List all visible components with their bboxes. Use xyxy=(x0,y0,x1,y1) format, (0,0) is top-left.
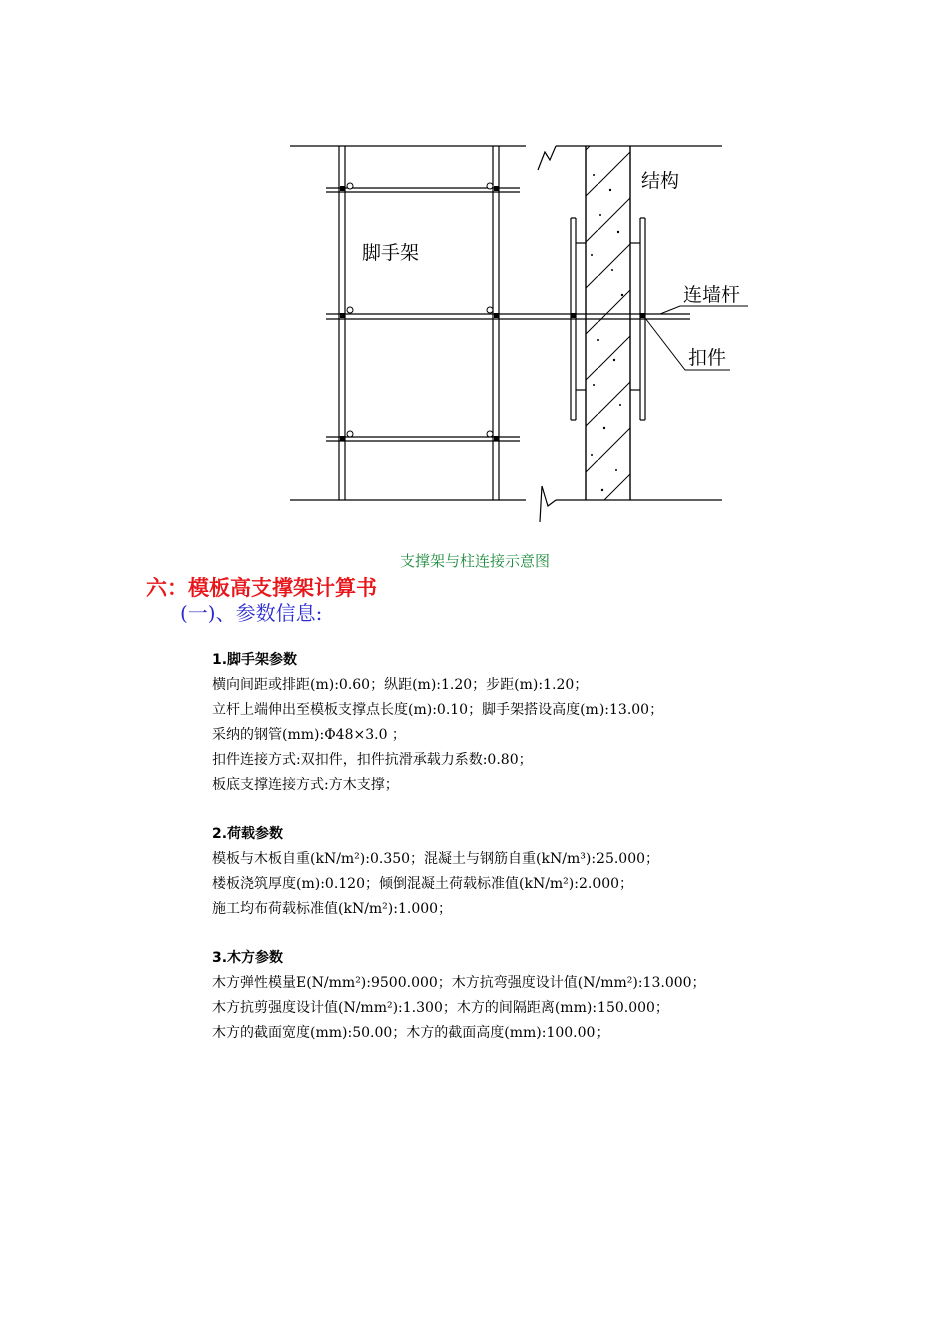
param-line: 木方抗剪强度设计值(N/mm²):1.300；木方的间隔距离(mm):150.000； xyxy=(212,1000,669,1016)
group-heading: 1.脚手架参数 xyxy=(212,652,298,668)
group-heading: 2.荷载参数 xyxy=(212,826,284,842)
timber-params-group xyxy=(212,946,912,1046)
scaffold-label: 脚手架 xyxy=(362,242,420,264)
scaffold-poles xyxy=(339,146,499,500)
parameter-list xyxy=(212,648,912,1070)
wall-tie-leader xyxy=(660,306,748,314)
section-title: 六：模板高支撑架计算书 xyxy=(146,576,377,600)
scaffold-coupler-circles xyxy=(347,183,493,437)
structure-label: 结构 xyxy=(641,170,680,192)
scaffold-column-connection-diagram xyxy=(0,0,950,540)
param-line: 板底支撑连接方式:方木支撑； xyxy=(212,777,399,793)
section-subtitle: (一)、参数信息: xyxy=(180,601,323,625)
param-line: 横向间距或排距(m):0.60；纵距(m):1.20；步距(m):1.20； xyxy=(212,677,589,693)
param-line: 施工均布荷载标准值(kN/m²):1.000； xyxy=(212,901,453,917)
param-line: 木方的截面宽度(mm):50.00；木方的截面高度(mm):100.00； xyxy=(212,1025,610,1041)
wall-tie-bar xyxy=(326,314,690,319)
param-line: 采纳的钢管(mm):Φ48×3.0 ； xyxy=(212,727,406,743)
load-params-group xyxy=(212,822,912,922)
scaffold-params-group xyxy=(212,648,912,798)
break-mark-top xyxy=(538,146,556,170)
group-heading: 3.木方参数 xyxy=(212,950,284,966)
wall-tie-label: 连墙杆 xyxy=(683,284,741,306)
diagram-caption: 支撑架与柱连接示意图 xyxy=(399,552,550,570)
param-line: 楼板浇筑厚度(m):0.120；倾倒混凝土荷载标准值(kN/m²):2.000； xyxy=(212,876,634,892)
break-mark-bottom xyxy=(540,486,556,522)
param-line: 扣件连接方式:双扣件，扣件抗滑承载力系数:0.80； xyxy=(212,752,533,768)
param-line: 木方弹性模量E(N/mm²):9500.000；木方抗弯强度设计值(N/mm²):13.000； xyxy=(212,975,706,991)
coupler-label: 扣件 xyxy=(688,347,727,369)
param-line: 模板与木板自重(kN/m²):0.350；混凝土与钢筋自重(kN/m³):25.000； xyxy=(212,851,660,867)
concrete-column xyxy=(586,146,630,500)
param-line: 立杆上端伸出至模板支撑点长度(m):0.10；脚手架搭设高度(m):13.00； xyxy=(212,702,664,718)
